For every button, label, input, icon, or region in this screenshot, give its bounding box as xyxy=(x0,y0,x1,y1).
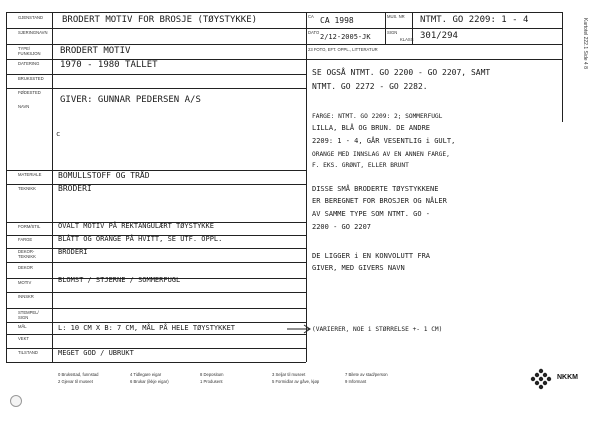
header-row-divider xyxy=(306,28,563,29)
entry-brosje-note-3: AV SAMME TYPE SOM NTMT. GO - xyxy=(312,210,431,218)
entry-tilstand: MEGET GOD / UBRUKT xyxy=(58,349,134,357)
label-datering: DATERING xyxy=(18,61,40,66)
row-sep xyxy=(6,292,306,293)
entry-farge-note-3: 2209: 1 - 4, GÅR VESENTLIG i GULT, xyxy=(312,137,456,145)
punch-hole xyxy=(10,395,22,407)
entry-konvolutt-note-1: DE LIGGER i EN KONVOLUTT FRA xyxy=(312,252,431,260)
entry-farge-note-4: ORANGE MED INNSLAG AV EN ANNEN FARGE, xyxy=(312,151,450,158)
header-bottom xyxy=(306,44,563,45)
label-dekor: DEKOR xyxy=(18,265,33,270)
entry-farge-note-1: FARGE: NTMT. GO 2209: 2; SOMMERFUGL xyxy=(312,113,443,120)
entry-datering: 1970 - 1980 TALLET xyxy=(60,60,158,70)
entry-konvolutt-note-2: GIVER, MED GIVERS NAVN xyxy=(312,264,405,272)
bottom-border xyxy=(6,362,306,363)
label-dato: DATO xyxy=(308,30,320,35)
row-sep xyxy=(6,44,306,45)
hand-arrow-icon xyxy=(286,322,314,336)
nkkm-logo-icon xyxy=(530,368,552,390)
entry-mal-note: (VARIERER, NOE i STØRRELSE +- 1 CM) xyxy=(312,326,443,333)
footer-item-0: 0 Bruksstad, funnstad xyxy=(58,372,99,377)
label-formstil: FORM/STIL xyxy=(18,224,41,229)
row-sep xyxy=(6,184,306,185)
footer-item-9: 9 Informant xyxy=(345,379,367,384)
entry-navn: GIVER: GUNNAR PEDERSEN A/S xyxy=(60,95,201,105)
row-sep xyxy=(6,248,306,249)
entry-mus-nr: NTMT. GO 2209: 1 - 4 xyxy=(420,15,529,25)
top-border xyxy=(6,12,563,13)
footer-item-1: 2 Gjevar til museet xyxy=(58,379,93,384)
entry-typefunksjon: BRODERT MOTIV xyxy=(60,46,131,56)
row-sep xyxy=(6,348,306,349)
entry-motiv: BLOMST / STJERNE / SOMMERFUGL xyxy=(58,276,181,284)
row-sep xyxy=(6,322,306,323)
footer-item-4: 8 Depositum xyxy=(200,372,224,377)
footer-item-5: 1 Produsent xyxy=(200,379,223,384)
label-materiale: MATERIALE xyxy=(18,172,42,177)
footer-item-3: 6 Brukar (ikkje eigar) xyxy=(130,379,169,384)
label-ca: CA xyxy=(308,14,314,19)
row-sep xyxy=(6,88,306,89)
entry-right-note-1: SE OGSÅ NTMT. GO 2200 - GO 2207, SAMT xyxy=(312,68,491,77)
label-navn: NAVN xyxy=(18,104,30,109)
label-brukssted: BRUKSSTED xyxy=(18,76,44,81)
side-label: Kartotel 222.1 Side 4 8 xyxy=(582,18,588,69)
entry-gjenstand: BRODERT MOTIV FOR BROSJE (TØYSTYKKE) xyxy=(62,15,258,25)
nkkm-logo-text: NKKM xyxy=(557,374,578,381)
label-farge: FARGE xyxy=(18,237,33,242)
entry-mal: L: 10 CM X B: 7 CM, MÅL PÅ HELE TØYSTYKKET xyxy=(58,324,236,332)
foto-row-divider xyxy=(306,59,563,60)
entry-brosje-note-1: DISSE SMÅ BRODERTE TØYSTYKKENE xyxy=(312,185,439,193)
stray-mark: c xyxy=(56,130,61,138)
label-stempelsign: STEMPEL/ SIGN xyxy=(18,310,39,320)
entry-formstil: OVALT MOTIV PÅ REKTANGULÆRT TØYSTYKKE xyxy=(58,222,214,230)
row-sep xyxy=(6,262,306,263)
entry-farge-note-2: LILLA, BLÅ OG BRUN. DE ANDRE xyxy=(312,124,431,132)
row-sep xyxy=(6,308,306,309)
entry-farge-note-5: F. EKS. GRØNT, ELLER BRUNT xyxy=(312,162,409,169)
left-border xyxy=(6,12,7,362)
entry-brosje-note-4: 2200 - GO 2207 xyxy=(312,223,372,231)
row-sep xyxy=(6,170,306,171)
label-mal: MÅL xyxy=(18,324,27,329)
label-sjeringnavn: SJERINGNAVN xyxy=(18,30,48,35)
label-fodested: FØDESTED xyxy=(18,90,41,95)
footer-item-2: 4 Tidlegare eigar xyxy=(130,372,162,377)
label-sign: SIGN xyxy=(387,30,398,35)
footer-item-8: 7 Bilete av stad/person xyxy=(345,372,388,377)
label-mus-nr: MUS. NR xyxy=(387,14,405,19)
label-vekt: VEKT xyxy=(18,336,29,341)
entry-klass: 301/294 xyxy=(420,31,458,41)
label-innskr: INNSKR xyxy=(18,294,34,299)
entry-dato: 2/12-2005-JK xyxy=(320,33,371,41)
entry-materiale: BOMULLSTOFF OG TRÅD xyxy=(58,171,150,180)
footer-item-6: 3 Seljar til museet xyxy=(272,372,306,377)
row-sep xyxy=(6,334,306,335)
entry-farge: BLÅTT OG ORANGE PÅ HVITT, SE UTF. OPPL. xyxy=(58,235,223,243)
label-klass: KLASS xyxy=(400,37,414,42)
label-motiv: MOTIV xyxy=(18,280,32,285)
entry-teknikk: BRODERI xyxy=(58,184,92,193)
entry-ca: CA 1998 xyxy=(320,16,354,25)
row-sep xyxy=(6,74,306,75)
entry-dekorteknikk: BRODERI xyxy=(58,248,88,256)
label-foto-litteratur: 23 FOTO, EFT. OPPL., LITTERATUR xyxy=(308,47,378,52)
label-dekorteknikk: DEKOR- TEKNIKK xyxy=(18,249,36,259)
label-teknikk: TEKNIKK xyxy=(18,186,36,191)
footer-item-7: 5 Formidlar av gåve, kjøp xyxy=(272,379,320,384)
label-tilstand: TILSTAND xyxy=(18,350,38,355)
mid-column-divider xyxy=(306,12,307,362)
entry-right-note-2: NTMT. GO 2272 - GO 2282. xyxy=(312,82,428,91)
label-column-divider xyxy=(52,12,53,362)
label-gjenstand: GJENSTAND xyxy=(18,15,44,20)
row-sep xyxy=(6,28,306,29)
entry-brosje-note-2: ER BEREGNET FOR BROSJER OG NÅLER xyxy=(312,197,447,205)
label-typefunksjon: TYPE/ FUNKSJON xyxy=(18,46,41,56)
